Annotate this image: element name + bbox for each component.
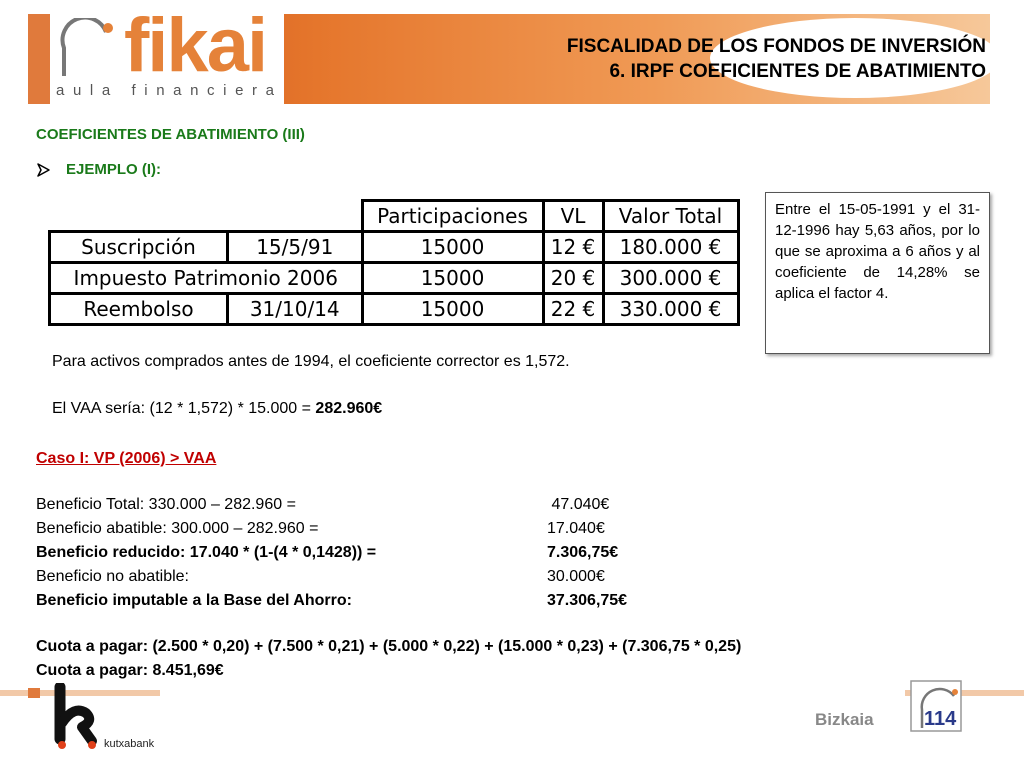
footer-accent xyxy=(28,688,40,698)
corrector-paragraph: Para activos comprados antes de 1994, el coeficiente corrector es 1,572. xyxy=(52,353,570,370)
bank-name: kutxabank xyxy=(104,738,155,750)
calc-label: Beneficio imputable a la Base del Ahorro: xyxy=(36,592,352,609)
calc-value: 37.306,75€ xyxy=(547,592,628,609)
table-cell: Reembolso xyxy=(50,294,228,325)
region-label: Bizkaia xyxy=(815,710,874,729)
kutxabank-logo-icon xyxy=(52,683,100,753)
table-cell: Impuesto Patrimonio 2006 xyxy=(50,263,363,294)
table-cell: 300.000 € xyxy=(603,263,738,294)
footer-gap xyxy=(160,688,905,698)
table-cell: 31/10/14 xyxy=(228,294,363,325)
vaa-paragraph xyxy=(52,400,382,418)
table-cell: 22 € xyxy=(543,294,603,325)
example-label: EJEMPLO (I): xyxy=(66,161,162,178)
calc-value: 47.040€ xyxy=(547,496,610,513)
header-ellipse xyxy=(710,18,1000,98)
table-cell: Suscripción xyxy=(50,232,228,263)
quota-result: Cuota a pagar: 8.451,69€ xyxy=(36,662,224,679)
table-cell: 330.000 € xyxy=(603,294,738,325)
vaa-value: 282.960€ xyxy=(315,400,383,417)
table-cell: 180.000 € xyxy=(603,232,738,263)
arrow-bullet-icon xyxy=(36,162,52,178)
calc-label: Beneficio abatible: 300.000 – 282.960 = xyxy=(36,520,319,537)
table-cell: 12 € xyxy=(543,232,603,263)
calc-value: 17.040€ xyxy=(547,520,605,537)
table-cell: 15000 xyxy=(362,294,543,325)
data-table xyxy=(48,199,740,326)
table-cell: 15000 xyxy=(362,263,543,294)
fikai-logo-icon xyxy=(56,18,114,78)
logo-tagline: aula financiera xyxy=(56,82,283,99)
footer-accent-right xyxy=(968,690,990,696)
table-cell: 15000 xyxy=(362,232,543,263)
page-title: FISCALIDAD DE LOS FONDOS DE INVERSIÓN xyxy=(566,36,986,57)
column-header: VL xyxy=(543,201,603,232)
logo-accent-bar xyxy=(28,14,50,104)
table-cell: 15/5/91 xyxy=(228,232,363,263)
calc-label: Beneficio Total: 330.000 – 282.960 = xyxy=(36,496,296,513)
table-cell: 20 € xyxy=(543,263,603,294)
vaa-formula: El VAA sería: (12 * 1,572) * 15.000 = xyxy=(52,400,316,417)
calc-label: Beneficio reducido: 17.040 * (1-(4 * 0,1428)) = xyxy=(36,544,377,561)
column-header: Participaciones xyxy=(362,201,543,232)
table-row xyxy=(50,232,739,263)
section-title: COEFICIENTES DE ABATIMIENTO (III) xyxy=(36,126,305,143)
page-subtitle: 6. IRPF COEFICIENTES DE ABATIMIENTO xyxy=(609,61,986,82)
table-row xyxy=(50,294,739,325)
page-number: 114 xyxy=(924,708,957,730)
calc-label: Beneficio no abatible: xyxy=(36,568,189,585)
note-box: Entre el 15-05-1991 y el 31-12-1996 hay 5,63 años, por lo que se aproxima a 6 años y al coeficiente de 14,28% se aplica el factor 4. xyxy=(765,192,990,354)
calc-value: 7.306,75€ xyxy=(547,544,619,561)
case-title: Caso I: VP (2006) > VAA xyxy=(36,450,217,467)
quota-formula: Cuota a pagar: (2.500 * 0,20) + (7.500 * 0,21) + (5.000 * 0,22) + (15.000 * 0,23) + (7.306,75 * 0,25) xyxy=(36,638,742,655)
logo-wordmark: fikai xyxy=(124,3,267,88)
column-header: Valor Total xyxy=(603,201,738,232)
table-row xyxy=(50,263,739,294)
table-header-row xyxy=(50,201,739,232)
calc-value: 30.000€ xyxy=(547,568,605,585)
